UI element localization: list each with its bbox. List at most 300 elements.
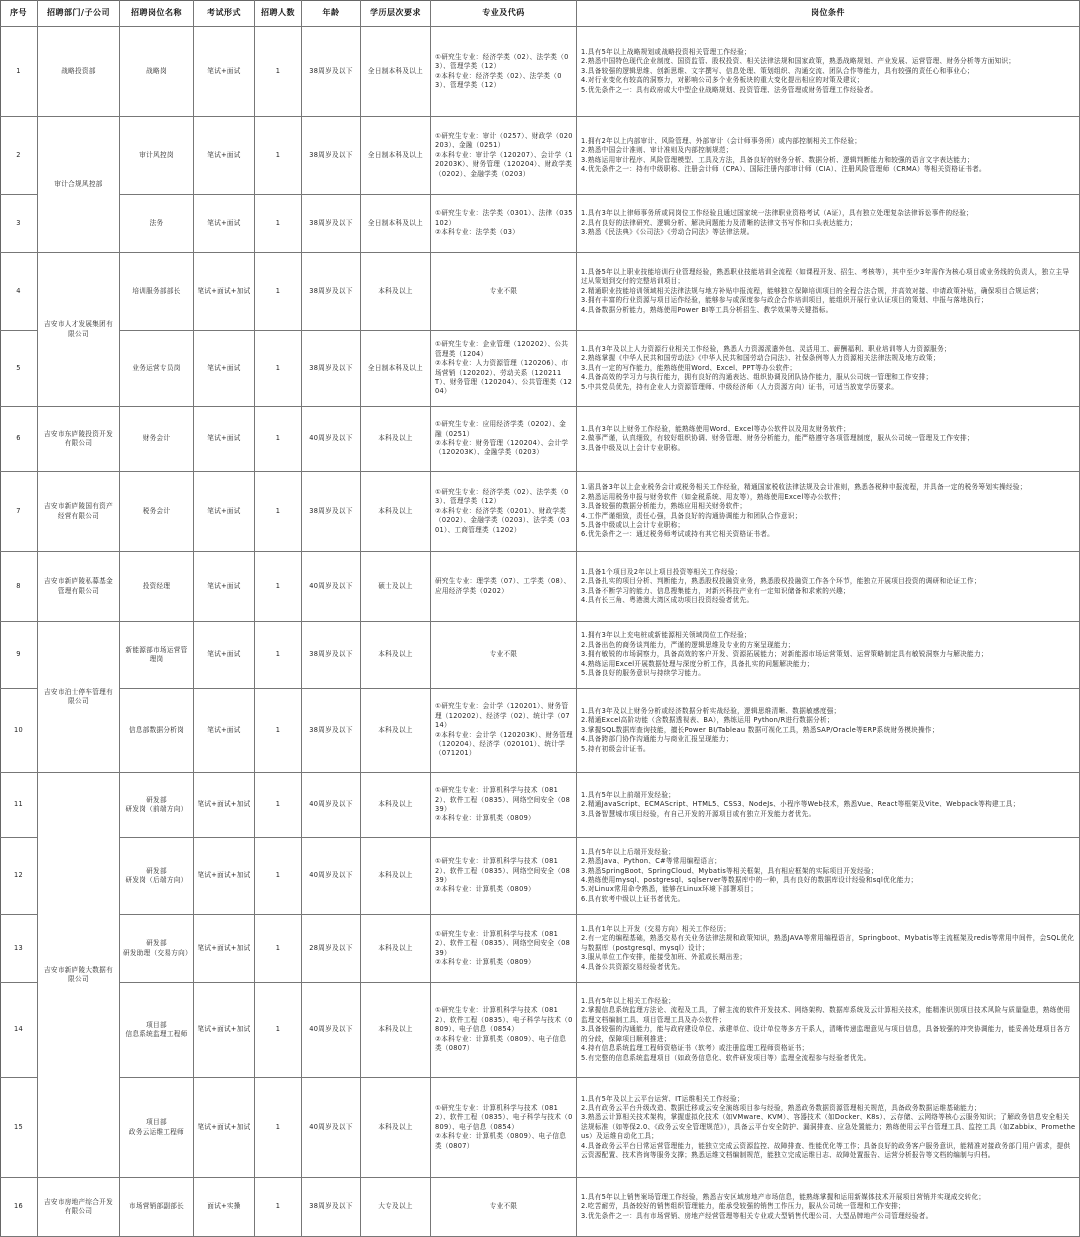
cell-exam <box>194 552 255 622</box>
cell-seq-text: 6 <box>16 434 21 443</box>
cell-major <box>431 838 577 915</box>
cell-position-line: 研发部 <box>146 866 167 875</box>
cell-age-text: 40周岁及以下 <box>309 1122 353 1131</box>
cell-major <box>431 472 577 552</box>
cell-major <box>431 27 577 117</box>
header-position: 招聘岗位名称 <box>120 0 194 27</box>
cell-position-line: 研发岗（后端方向） <box>125 876 188 884</box>
cell-count <box>255 331 302 407</box>
cell-position <box>120 552 194 622</box>
cell-seq <box>0 195 38 253</box>
cell-exam <box>194 117 255 195</box>
cell-count <box>255 838 302 915</box>
cell-exam <box>194 472 255 552</box>
cell-seq <box>0 689 38 773</box>
cell-position-line: 市场营销部副部长 <box>128 1202 185 1211</box>
department-name: 吉安市房地产综合开发有限公司 <box>44 1197 113 1215</box>
cell-conditions-line: 2.做事严谨，认真细致，有较好组织协调、财务管理、财务分析能力，能严格遵守各项管理制度，服从公司统一管理及工作安排； <box>581 434 974 443</box>
cell-major-line: ②本科专业：计算机类（0809）、电子信息类（0807） <box>435 1034 567 1053</box>
cell-exam-text: 笔试+面试 <box>207 725 241 734</box>
cell-count <box>255 622 302 689</box>
cell-conditions-line: 4.具备政务云平台日常运营管理能力，能独立完成云资源监控、故障排查、性能优化等工作；具备良好的政务客户服务意识，能精准对接政务部门用户需求，提供云资源配置、技术咨询等服务支撑；熟悉运维文档编制规范，能独立完成运维日志、故障处置报告、运营分析报告等文档的编制与归档。 <box>581 1141 1071 1160</box>
cell-age-text: 40周岁及以下 <box>309 871 353 880</box>
cell-education <box>361 27 431 117</box>
cell-conditions-line: 3.具备中级及以上会计专业职称。 <box>581 443 685 452</box>
cell-education <box>361 1178 431 1237</box>
cell-conditions-line: 3.熟练运用审计程序、风险管理模型、工具及方法，具备良好的财务分析、数据分析、逻辑判断能力和较强的语言文字表达能力； <box>581 155 974 164</box>
cell-count <box>255 1178 302 1237</box>
header-department: 招聘部门/子公司 <box>38 0 120 27</box>
cell-department <box>38 253 120 407</box>
cell-position-line: 税务会计 <box>142 506 171 515</box>
cell-department <box>38 27 120 117</box>
cell-seq-text: 8 <box>16 581 21 590</box>
cell-age <box>302 27 361 117</box>
cell-age <box>302 622 361 689</box>
cell-exam <box>194 622 255 689</box>
cell-position-line: 财务会计 <box>142 434 171 443</box>
cell-exam-text: 笔试+面试 <box>207 150 241 159</box>
cell-count <box>255 253 302 331</box>
cell-major-line: ②本科专业：计算机类（0809） <box>435 885 536 894</box>
cell-conditions-line: 6.具有软考中级以上证书者优先。 <box>581 894 685 903</box>
cell-education-text: 本科及以上 <box>378 725 413 734</box>
cell-exam <box>194 253 255 331</box>
cell-conditions-line: 1.具有5年及以上云平台运营、IT运维相关工作经验； <box>581 1094 744 1103</box>
cell-position <box>120 407 194 472</box>
cell-major-line: ②本科专业：审计学（120207）、会计学（120203K）、财务管理（120204）、财政学类（0202）、金融学类（0203） <box>435 150 573 178</box>
cell-conditions-line: 2.精通JavaScript、ECMAScript、HTML5、CSS3、NodeJs、小程序等Web技术，熟悉Vue、React等框架及Vite、Webpack等构建工具； <box>581 800 1020 809</box>
cell-major <box>431 253 577 331</box>
cell-education <box>361 117 431 195</box>
cell-count-text: 1 <box>275 800 281 809</box>
cell-education <box>361 331 431 407</box>
cell-department <box>38 407 120 472</box>
cell-position-line: 信息部数据分析岗 <box>128 725 185 734</box>
cell-count-text: 1 <box>275 506 281 515</box>
cell-age <box>302 195 361 253</box>
cell-major-line: 专业不限 <box>489 1202 518 1211</box>
cell-education-text: 硕士及以上 <box>378 581 413 590</box>
cell-conditions-line: 2.熟悉Java、Python、C#等常用编程语言； <box>581 857 722 866</box>
cell-exam-text: 笔试+面试+加试 <box>197 1122 251 1131</box>
cell-conditions-line: 3.熟悉SpringBoot、SpringCloud、Mybatis等相关框架，具有相应框架的实际项目开发经验； <box>581 866 878 875</box>
cell-conditions <box>577 472 1080 552</box>
cell-conditions <box>577 552 1080 622</box>
cell-exam-text: 笔试+面试 <box>207 581 241 590</box>
cell-exam <box>194 1178 255 1237</box>
header-major: 专业及代码 <box>431 0 577 27</box>
cell-exam-text: 笔试+面试+加试 <box>197 800 251 809</box>
cell-position <box>120 331 194 407</box>
cell-education-text: 全日制本科及以上 <box>367 363 424 372</box>
cell-conditions <box>577 773 1080 838</box>
cell-age <box>302 773 361 838</box>
cell-age <box>302 253 361 331</box>
cell-conditions-line: 1.具有1年以上开发（交易方向）相关工作经历； <box>581 924 731 933</box>
cell-age-text: 38周岁及以下 <box>309 286 353 295</box>
cell-department <box>38 622 120 773</box>
cell-exam-text: 笔试+面试 <box>207 363 241 372</box>
cell-conditions-line: 5.对Linux常用命令熟悉，能够在Linux环境下部署项目； <box>581 885 758 894</box>
cell-age-text: 38周岁及以下 <box>309 218 353 227</box>
cell-major-line: ②本科专业：计算机类（0809） <box>435 814 536 823</box>
cell-position <box>120 472 194 552</box>
cell-seq <box>0 622 38 689</box>
cell-conditions-line: 2.熟悉中国特色现代企业制度、国资监管、股权投资、相关法律法规和国家政策，熟悉战略规划、产业发展、运营管理、财务分析等方面知识； <box>581 57 1016 66</box>
cell-seq <box>0 253 38 331</box>
department-name: 吉安市新庐陵大数据有限公司 <box>44 965 113 983</box>
cell-seq-text: 3 <box>16 218 21 227</box>
department-name: 吉安市东庐陵投资开发有限公司 <box>44 429 113 447</box>
cell-conditions-line: 1.具有3年及以上财务分析或经济数据分析实战经验，逻辑思维清晰、数据敏感度强； <box>581 706 841 715</box>
cell-conditions-line: 1.具有5年以上后端开发经验； <box>581 847 676 856</box>
cell-education-text: 全日制本科及以上 <box>367 66 424 75</box>
cell-age-text: 38周岁及以下 <box>309 650 353 659</box>
cell-count <box>255 1078 302 1178</box>
cell-conditions-line: 1.具有5年以上相关工作经验； <box>581 997 676 1006</box>
cell-education <box>361 773 431 838</box>
cell-education <box>361 472 431 552</box>
cell-conditions-line: 3.服从单位工作安排，能接受加班、外派或长期出差； <box>581 953 747 962</box>
cell-conditions-line: 4.具备跨部门协作沟通能力与商业汇报呈现能力； <box>581 735 733 744</box>
cell-conditions-line: 1.具有3年以上律师事务所或同岗位工作经验且通过国家统一法律职业资格考试（A证），具有独立处理复杂法律诉讼事件的经验； <box>581 209 974 218</box>
cell-position-line: 项目部 <box>146 1020 167 1029</box>
cell-education <box>361 838 431 915</box>
cell-position-line: 研发助理（交易方向） <box>123 948 192 957</box>
cell-conditions-line: 2.掌握信息系统监理方法论、流程及工具，了解主流的软件开发技术、网络架构、数据库系统及云计算相关技术，能精准识别项目技术风险与质量隐患，熟练使用监理文档编制工具、项目管理工具及办公软件； <box>581 1006 1071 1024</box>
department-name: 审计合规风控部 <box>54 179 103 188</box>
cell-position-line: 研发岗（前端方向） <box>125 805 188 813</box>
cell-conditions-line: 3.掌握SQL数据库查询技能，擅长Power BI/Tableau 数据可视化工具，熟悉SAP/Oracle等ERP系统财务模块操作； <box>581 725 939 734</box>
cell-position <box>120 689 194 773</box>
cell-count-text: 1 <box>275 286 281 295</box>
cell-position <box>120 117 194 195</box>
cell-conditions-line: 2.有一定的编程基础，熟悉交易有关业务法律法规和政策知识，熟悉JAVA等常用编程语言，Springboot、Mybatis等主流框架及redis等常用中间件，会SQL优化与数据库（postgresql、mysql）设计； <box>581 934 1075 952</box>
cell-major-line: ②本科专业：经济学类（02）、法学类（03）、管理学类（12） <box>435 71 562 89</box>
header-count: 招聘人数 <box>255 0 302 27</box>
cell-age-text: 40周岁及以下 <box>309 434 353 443</box>
cell-major-line: ①研究生专业：计算机科学与技术（0812）、软件工程（0835）、网络空间安全（0839） <box>435 786 571 813</box>
cell-conditions-line: 4.具备数据分析能力，熟练使用Power BI等工具分析招生、教学效果等关键指标。 <box>581 305 833 314</box>
cell-age-text: 40周岁及以下 <box>309 1025 353 1034</box>
cell-major <box>431 983 577 1078</box>
header-seq: 序号 <box>0 0 38 27</box>
cell-exam-text: 笔试+面试 <box>207 66 241 75</box>
header-exam: 考试形式 <box>194 0 255 27</box>
cell-count-text: 1 <box>275 581 281 590</box>
cell-conditions-line: 3.具备较强的沟通能力，能与政府建设单位、承建单位、设计单位等多方干系人，清晰传递监理意见与项目信息，具备较强的冲突协调能力，能妥善处理项目各方的分歧，保障项目顺利推进； <box>581 1025 1071 1043</box>
cell-exam <box>194 915 255 983</box>
cell-age <box>302 117 361 195</box>
cell-major-line: ②本科专业：人力资源管理（120206）、市场营销（120202）、劳动关系（120211T）、财务管理（120204）、公共管理类（1204） <box>435 359 573 396</box>
cell-count-text: 1 <box>275 725 281 734</box>
cell-count-text: 1 <box>275 650 281 659</box>
cell-conditions-line: 6.优先条件之一：通过税务师考试或持有其它相关资格证书者。 <box>581 530 775 539</box>
cell-exam <box>194 27 255 117</box>
cell-conditions <box>577 27 1080 117</box>
cell-major-line: ②本科专业：财务管理（120204）、会计学（120203K）、金融学类（0203） <box>435 439 569 457</box>
cell-conditions <box>577 253 1080 331</box>
cell-education <box>361 983 431 1078</box>
cell-conditions <box>577 407 1080 472</box>
cell-count <box>255 773 302 838</box>
cell-exam-text: 面试+实操 <box>207 1202 241 1211</box>
cell-conditions-line: 4.具备高效的学习力与执行能力，拥有良好的沟通表达、组织协调及团队协作能力，服从公司统一管理和工作安排； <box>581 373 933 382</box>
cell-conditions-line: 1.拥有3年以上充电桩或新能源相关领域岗位工作经验； <box>581 631 751 640</box>
cell-conditions-line: 2.熟悉中国会计准则、审计准则及内部控制规范； <box>581 146 733 155</box>
cell-major-line: ①研究生专业：计算机科学与技术（0812）、软件工程（0835）、电子科学与技术（0809）、电子信息（0854） <box>435 1006 573 1034</box>
cell-position-line: 项目部 <box>146 1118 167 1127</box>
cell-exam-text: 笔试+面试+加试 <box>197 871 251 880</box>
cell-education-text: 全日制本科及以上 <box>367 150 424 159</box>
cell-conditions-line: 3.熟悉云计算相关技术架构，掌握虚拟化技术（如VMware、KVM）、容器技术（如Docker、K8s）、云存储、云网络等核心云服务知识；了解政务信息安全相关法规标准（如等保2.0、《政务云安全管理规范》），具备云平台安全防护、漏洞排查、应急处置能力；熟练使用云平台管理工具、监控工具（如Zabbix、Prometheus）及运维自动化工具； <box>581 1113 1076 1141</box>
cell-exam <box>194 773 255 838</box>
cell-seq-text: 5 <box>16 363 21 372</box>
cell-conditions-line: 1.具有5年以上前端开发经验； <box>581 790 676 799</box>
cell-seq-text: 12 <box>14 871 23 880</box>
cell-age-text: 40周岁及以下 <box>309 800 353 809</box>
cell-education-text: 大专及以上 <box>378 1202 413 1211</box>
cell-major-line: ①研究生专业：审计（0257）、财政学（020203）、金融（0251） <box>435 131 573 150</box>
cell-major <box>431 117 577 195</box>
cell-major-line: ②本科专业：计算机类（0809）、电子信息类（0807） <box>435 1132 567 1150</box>
department-name: 吉安市人才发展集团有限公司 <box>44 320 113 338</box>
cell-count-text: 1 <box>275 1122 281 1131</box>
cell-seq <box>0 472 38 552</box>
cell-major <box>431 1178 577 1237</box>
cell-major <box>431 915 577 983</box>
cell-exam-text: 笔试+面试+加试 <box>197 1025 251 1034</box>
cell-exam-text: 笔试+面试 <box>207 650 241 659</box>
cell-seq <box>0 552 38 622</box>
cell-major-line: ②本科专业：法学类（03） <box>435 228 520 237</box>
cell-conditions-line: 2.精通职业技能培训领域相关法律法规与地方补贴申报流程，能够独立保障培训项目的全程合法合规，并高效对接、申请政策补贴，确保项目合规运营； <box>581 286 1043 295</box>
cell-conditions-line: 4.持有信息系统监理工程师资格证书（软考）或注册监理工程师资格证书； <box>581 1044 809 1053</box>
cell-exam-text: 笔试+面试 <box>207 434 241 443</box>
department-name: 吉安市泊士停车管理有限公司 <box>44 687 113 705</box>
cell-major-line: ①研究生专业：企业管理（120202）、公共管理类（1204） <box>435 340 569 358</box>
header-conditions: 岗位条件 <box>577 0 1080 27</box>
cell-conditions-line: 1.具备5年以上职业技能培训行业管理经验，熟悉职业技能培训全流程（如课程开发、招生、考核等），其中至少3年需作为核心项目或业务线的负责人，独立主导过从策划到交付的完整培训项目； <box>581 267 1070 286</box>
cell-count-text: 1 <box>275 943 281 952</box>
cell-conditions <box>577 117 1080 195</box>
cell-age-text: 38周岁及以下 <box>309 363 353 372</box>
cell-major-line: ①研究生专业：计算机科学与技术（0812）、软件工程（0835）、网络空间安全（0839） <box>435 929 571 957</box>
cell-conditions-line: 2.具有政务云平台升级改造、数据迁移或云安全演练项目参与经验，熟悉政务数据资源管理相关规范，具备政务数据运维基础能力； <box>581 1103 981 1112</box>
cell-conditions-line: 4.具有长三角、粤港澳大湾区成功项目投资经验者优先。 <box>581 595 754 604</box>
cell-education-text: 全日制本科及以上 <box>367 218 424 227</box>
cell-age-text: 28周岁及以下 <box>309 943 353 952</box>
cell-conditions-line: 1.具备1个项目及2年以上项目投资等相关工作经验； <box>581 567 742 576</box>
cell-exam <box>194 407 255 472</box>
cell-position <box>120 622 194 689</box>
cell-count <box>255 552 302 622</box>
header-education: 学历层次要求 <box>361 0 431 27</box>
cell-conditions-line: 3.具备智慧城市项目经验，有自己开发的开源项目或有独立开发能力者优先。 <box>581 809 816 818</box>
cell-count <box>255 195 302 253</box>
cell-position-line: 投资经理 <box>142 581 171 590</box>
cell-count <box>255 983 302 1078</box>
cell-age <box>302 1178 361 1237</box>
cell-exam <box>194 689 255 773</box>
cell-seq-text: 7 <box>16 506 21 515</box>
cell-major <box>431 1078 577 1178</box>
cell-position-line: 研发部 <box>146 939 167 948</box>
department-name: 吉安市新庐陵国有资产经营有限公司 <box>44 502 113 520</box>
cell-conditions-line: 5.优先条件之一：具有政府或大中型企业战略规划、投资管理、法务管理或财务管理工作经验者。 <box>581 85 878 94</box>
cell-conditions-line: 3.熟悉《民法典》《公司法》《劳动合同法》等法律法规。 <box>581 228 754 237</box>
cell-education <box>361 195 431 253</box>
cell-exam <box>194 983 255 1078</box>
cell-major <box>431 622 577 689</box>
cell-major <box>431 689 577 773</box>
cell-seq <box>0 838 38 915</box>
cell-seq-text: 16 <box>14 1202 23 1211</box>
cell-conditions-line: 5.具备良好的服务意识与持续学习能力。 <box>581 669 706 678</box>
cell-education-text: 本科及以上 <box>378 1122 413 1131</box>
cell-education-text: 本科及以上 <box>378 506 413 515</box>
cell-conditions-line: 3.拥有丰富的行业资源与项目运作经验，能够参与或深度参与政企合作培训项目，能组织开展行业认证项目的策划、申报与落地执行； <box>581 296 988 305</box>
cell-position <box>120 1078 194 1178</box>
cell-conditions-line: 1.需具备3年以上企业税务会计或税务相关工作经验，精通国家税收法律法规及会计准则，熟悉各税种申报流程，并具备一定的税务筹划实操经验； <box>581 483 1027 492</box>
cell-conditions-line: 5.中共党员优先，持有企业人力资源管理师、中级经济师（人力资源方向）证书，可适当放宽学历要求。 <box>581 382 899 391</box>
cell-major <box>431 407 577 472</box>
cell-seq-text: 2 <box>16 150 21 159</box>
cell-conditions-line: 3.拥有敏锐的市场洞察力，具备高效的客户开发、资源拓展能力；对新能源市场运营策划、运营策略制定具有敏锐洞察力与解决能力； <box>581 650 988 659</box>
cell-age-text: 38周岁及以下 <box>309 66 353 75</box>
cell-education-text: 本科及以上 <box>378 434 413 443</box>
cell-conditions-line: 2.精通Excel高阶功能（含数据透视表、BA），熟练运用 Python/R进行数据分析； <box>581 716 834 725</box>
cell-exam-text: 笔试+面试 <box>207 506 241 515</box>
cell-age <box>302 838 361 915</box>
cell-conditions-line: 3.具有一定的写作能力，能熟练使用Word、Excel、PPT等办公软件； <box>581 363 797 372</box>
cell-education-text: 本科及以上 <box>378 1025 413 1034</box>
cell-age <box>302 331 361 407</box>
cell-exam-text: 笔试+面试 <box>207 218 241 227</box>
cell-major-line: ①研究生专业：会计学（120201）、财务管理（120202）、经济学（02）、统计学（0714） <box>435 702 570 730</box>
cell-major <box>431 552 577 622</box>
cell-position <box>120 1178 194 1237</box>
cell-seq-text: 13 <box>14 943 23 952</box>
cell-conditions-line: 5.具备中级或以上会计专业职称； <box>581 520 685 529</box>
cell-conditions <box>577 331 1080 407</box>
cell-seq-text: 1 <box>16 66 21 75</box>
cell-count <box>255 27 302 117</box>
cell-seq <box>0 1078 38 1178</box>
cell-conditions-line: 1.具有5年以上战略规划或战略投资相关管理工作经验； <box>581 47 751 56</box>
cell-major-line: ①研究生专业：计算机科学与技术（0812）、软件工程（0835）、网络空间安全（0839） <box>435 857 571 884</box>
cell-department <box>38 552 120 622</box>
cell-conditions <box>577 838 1080 915</box>
cell-education-text: 本科及以上 <box>378 650 413 659</box>
cell-exam-text: 笔试+面试+加试 <box>197 286 251 295</box>
cell-education <box>361 915 431 983</box>
cell-count-text: 1 <box>275 66 281 75</box>
cell-major <box>431 195 577 253</box>
cell-education <box>361 622 431 689</box>
cell-conditions-line: 4.熟练使用mysql、postgresql、sqlserver等数据库中的一种，具有良好的数据库设计经验和sql优化能力； <box>581 876 918 884</box>
cell-age <box>302 983 361 1078</box>
cell-count <box>255 472 302 552</box>
cell-conditions-line: 5.持有初级会计证书。 <box>581 744 650 753</box>
header-age: 年龄 <box>302 0 361 27</box>
cell-count-text: 1 <box>275 1202 281 1211</box>
cell-position <box>120 773 194 838</box>
cell-major-line: ①研究生专业：经济学类（02）、法学类（03）、管理学类（12） <box>435 487 569 506</box>
cell-conditions-line: 3.优先条件之一：具有市场营销、房地产经营管理等相关专业或大型销售代理公司、大型品牌地产公司管理经验者。 <box>581 1211 933 1220</box>
cell-major-line: ②本科专业：计算机类（0809） <box>435 957 536 966</box>
cell-conditions-line: 2.熟练掌握《中华人民共和国劳动法》《中华人民共和国劳动合同法》、社保条例等人力资源相关法律法规及地方政策； <box>581 354 940 363</box>
cell-conditions <box>577 915 1080 983</box>
cell-count-text: 1 <box>275 218 281 227</box>
cell-education <box>361 552 431 622</box>
cell-conditions-line: 3.具备较强的逻辑思维、创新思维、文字撰写、信息处理、策划组织、沟通交流、团队合作等能力，具有较强的责任心和事业心； <box>581 66 974 75</box>
cell-seq-text: 9 <box>16 650 21 659</box>
cell-seq-text: 4 <box>16 286 21 295</box>
cell-seq-text: 10 <box>14 725 23 734</box>
cell-conditions-line: 4.具备公共资源交易经验者优先。 <box>581 962 685 971</box>
cell-age <box>302 1078 361 1178</box>
cell-seq <box>0 915 38 983</box>
cell-age-text: 38周岁及以下 <box>309 1202 353 1211</box>
cell-conditions <box>577 983 1080 1078</box>
cell-position <box>120 253 194 331</box>
cell-age-text: 40周岁及以下 <box>309 581 353 590</box>
cell-major-line: ②本科专业：经济学类（0201）、财政学类（0202）、金融学类（0203）、法学类（0301）、工商管理类（1202） <box>435 506 570 534</box>
cell-age <box>302 407 361 472</box>
cell-count-text: 1 <box>275 363 281 372</box>
cell-age <box>302 472 361 552</box>
cell-conditions-line: 2.具备出色的商务谈判能力，严谨的逻辑思维及专业的方案呈现能力； <box>581 640 795 649</box>
cell-major <box>431 773 577 838</box>
cell-position-line: 信息系统监理工程师 <box>125 1030 188 1038</box>
cell-age <box>302 552 361 622</box>
cell-count <box>255 407 302 472</box>
cell-position <box>120 983 194 1078</box>
cell-major-line: ①研究生专业：应用经济学类（0202）、金融（0251） <box>435 420 567 438</box>
cell-seq <box>0 27 38 117</box>
cell-seq-text: 11 <box>14 800 23 809</box>
cell-position <box>120 915 194 983</box>
cell-conditions-line: 4.优先条件之一：持有中级职称、注册会计师（CPA）、国际注册内部审计师（CIA）、注册风险管理师（CRMA）等相关资格证书者。 <box>581 164 986 173</box>
cell-count-text: 1 <box>275 150 281 159</box>
cell-position-line: 战略岗 <box>146 66 167 75</box>
cell-position-line: 业务运营专员岗 <box>132 363 181 372</box>
cell-count-text: 1 <box>275 871 281 880</box>
cell-conditions-line: 4.熟练运用Excel开展数据处理与深度分析工作，具备扎实的问题解决能力； <box>581 659 814 668</box>
cell-seq <box>0 117 38 195</box>
cell-position-line: 法务 <box>149 218 164 227</box>
cell-seq-text: 14 <box>14 1025 23 1034</box>
cell-department <box>38 472 120 552</box>
cell-exam <box>194 195 255 253</box>
cell-position-line: 政务云运维工程师 <box>128 1127 185 1136</box>
cell-education-text: 本科及以上 <box>378 943 413 952</box>
cell-position-line: 审计风控岗 <box>139 150 174 159</box>
cell-conditions-line: 2.熟悉运用税务申报与财务软件（如金税系统、用友等），熟练使用Excel等办公软件； <box>581 492 845 501</box>
cell-seq-text: 15 <box>14 1122 23 1131</box>
cell-conditions-line: 4.工作严谨细致，责任心强，具备良好的沟通协调能力和团队合作意识； <box>581 511 802 520</box>
cell-count-text: 1 <box>275 434 281 443</box>
cell-conditions-line: 2.吃苦耐劳，具备较好的销售组织管理能力，能承受较强的销售工作压力，服从公司统一管理和工作安排； <box>581 1202 906 1211</box>
cell-position-line: 新能源部市场运营管理岗 <box>125 645 188 663</box>
cell-conditions <box>577 622 1080 689</box>
cell-conditions-line: 2.具有良好的法律研究、逻辑分析、解决问题能力及清晰的法律文书写作和口头表达能力； <box>581 218 857 227</box>
cell-conditions-line: 1.具有3年及以上人力资源行业相关工作经验，熟悉人力资源派遣外包、灵活用工、薪酬福利、职业培训等人力资源服务； <box>581 344 951 353</box>
cell-major-line: ①研究生专业：经济学类（02）、法学类（03）、管理学类（12） <box>435 52 569 71</box>
cell-conditions <box>577 1178 1080 1237</box>
